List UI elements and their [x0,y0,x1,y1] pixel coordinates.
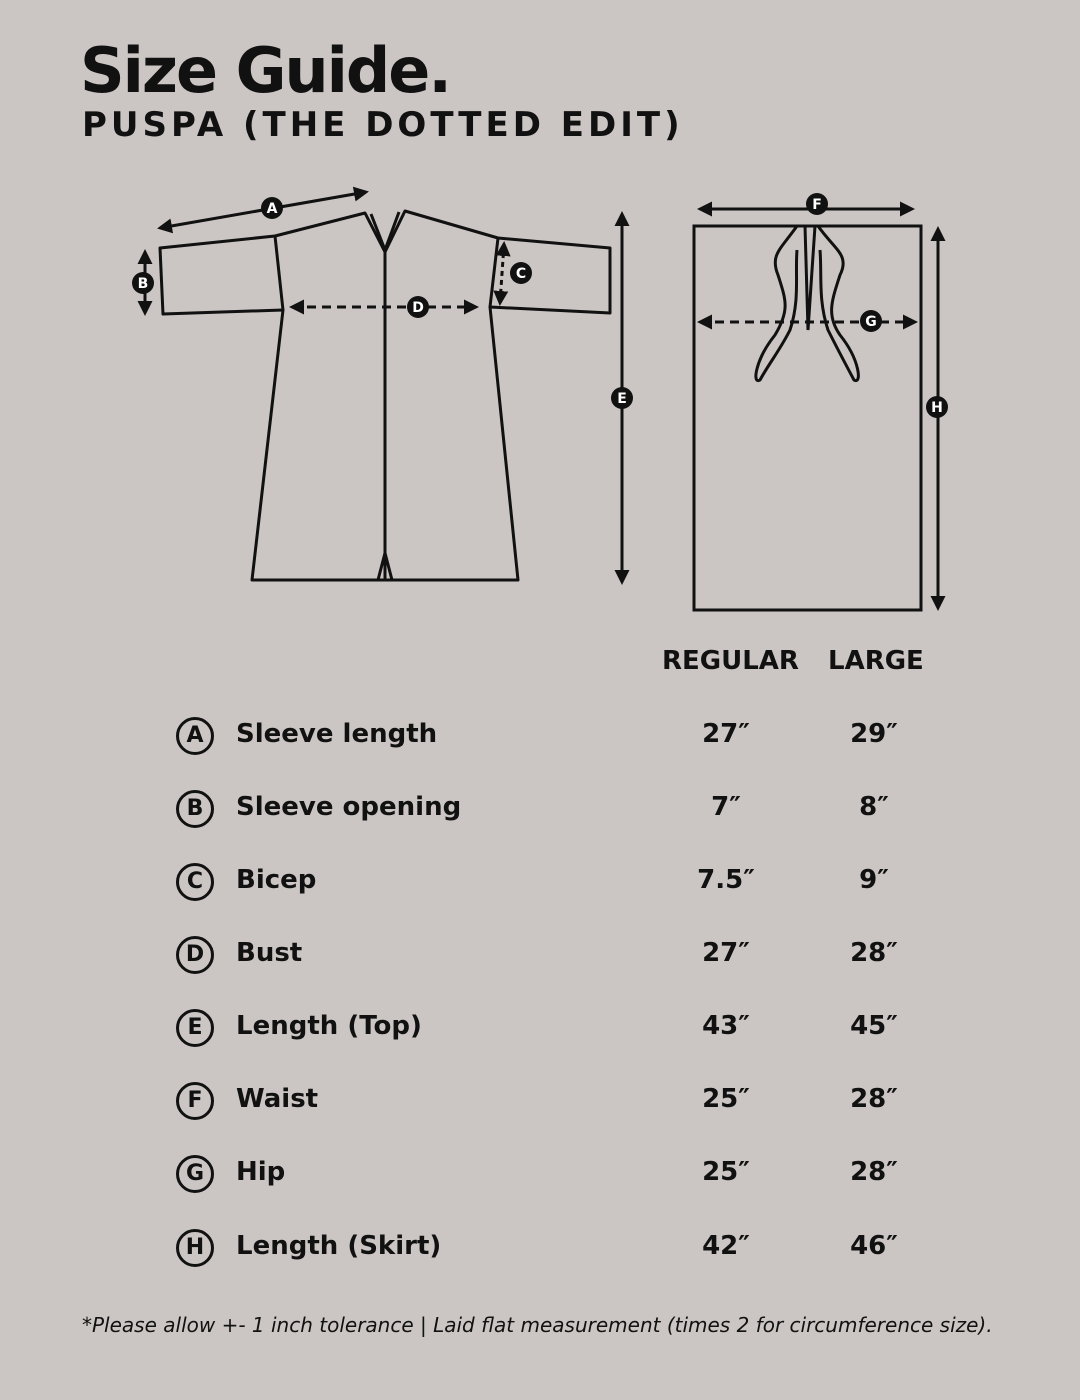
row-label: Waist [236,1084,319,1114]
large-value: 29″ [850,719,898,749]
table-row [0,1154,1080,1194]
table-row [0,1228,1080,1268]
regular-value: 27″ [702,719,750,749]
svg-text:F: F [812,197,822,213]
skirt-tie-left [756,226,797,381]
page-title: Size Guide. [80,34,450,107]
regular-value: 7.5″ [697,865,755,895]
row-label: Sleeve opening [236,792,462,822]
row-label: Bicep [236,865,317,895]
column-header-regular: REGULAR [662,646,799,676]
marker-b [132,272,154,294]
table-row [0,1008,1080,1048]
large-value: 28″ [850,1157,898,1187]
skirt-garment-drawing [694,226,921,610]
large-value: 28″ [850,1084,898,1114]
svg-text:A: A [266,201,278,217]
row-marker-badge: D [176,936,214,974]
row-marker-badge: C [176,863,214,901]
regular-value: 7″ [711,792,741,822]
marker-f [806,193,828,215]
svg-text:B: B [137,276,149,292]
large-value: 8″ [859,792,889,822]
marker-g [860,310,882,332]
table-row [0,862,1080,902]
large-value: 9″ [859,865,889,895]
large-value: 28″ [850,938,898,968]
marker-d [407,296,429,318]
svg-text:D: D [412,300,424,316]
regular-value: 42″ [702,1231,750,1261]
svg-text:C: C [515,266,527,282]
row-marker-badge: A [176,717,214,755]
svg-text:H: H [931,400,943,416]
svg-text:G: G [865,314,877,330]
regular-value: 25″ [702,1157,750,1187]
row-marker-badge: G [176,1155,214,1193]
marker-c [510,262,532,284]
marker-a [261,197,283,219]
row-label: Sleeve length [236,719,438,749]
top-garment-drawing [160,211,610,580]
row-label: Hip [236,1157,286,1187]
large-value: 45″ [850,1011,898,1041]
large-value: 46″ [850,1231,898,1261]
regular-value: 25″ [702,1084,750,1114]
row-marker-badge: F [176,1082,214,1120]
row-marker-badge: H [176,1229,214,1267]
svg-text:E: E [617,391,627,407]
marker-e [611,387,633,409]
row-label: Length (Skirt) [236,1231,442,1261]
table-row [0,935,1080,975]
table-row [0,789,1080,829]
column-header-large: LARGE [828,646,924,676]
product-subtitle: PUSPA (THE DOTTED EDIT) [82,105,684,145]
garment-diagram [0,0,1080,640]
row-marker-badge: E [176,1009,214,1047]
row-marker-badge: B [176,790,214,828]
regular-value: 43″ [702,1011,750,1041]
row-label: Length (Top) [236,1011,422,1041]
table-row [0,716,1080,756]
measure-line-c [500,244,504,303]
skirt-tie-right [818,226,858,381]
regular-value: 27″ [702,938,750,968]
skirt-center-pleat [805,226,815,330]
footnote: *Please allow +- 1 inch tolerance | Laid flat measurement (times 2 for circumference size). [82,1313,993,1337]
row-label: Bust [236,938,303,968]
table-row [0,1081,1080,1121]
marker-h [926,396,948,418]
